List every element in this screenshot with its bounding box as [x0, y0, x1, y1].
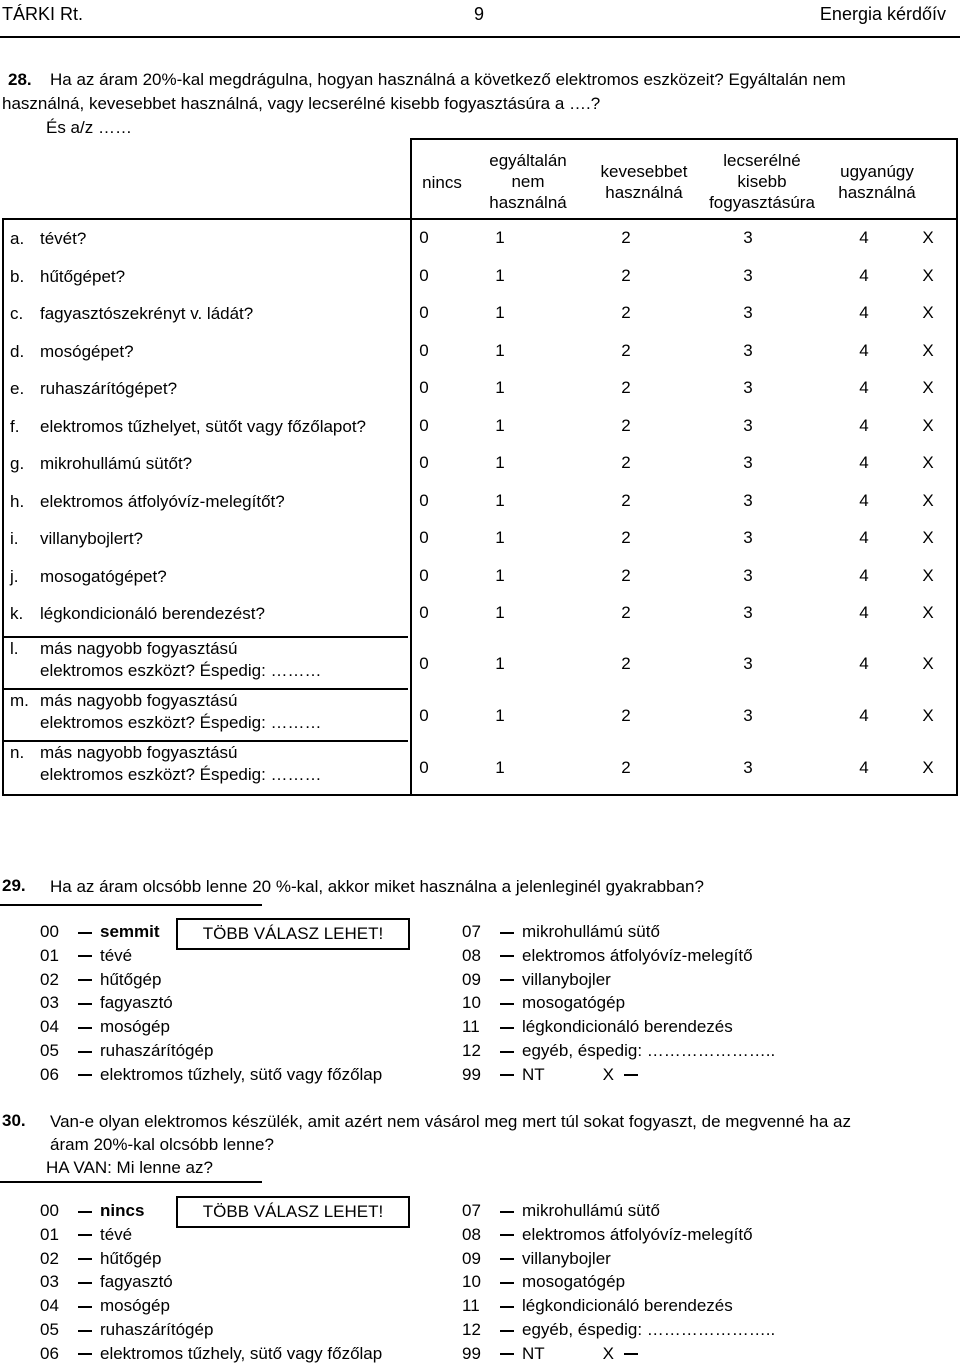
- option-label: elektromos tűzhely, sütő vagy főzőlap: [100, 1064, 383, 1084]
- answer-code-1[interactable]: 1: [495, 603, 505, 622]
- option-extra: X: [602, 1064, 615, 1084]
- col-header-nincs: [416, 172, 468, 193]
- row-text: fagyasztószekrényt v. ládát?: [40, 304, 254, 323]
- q29-option-99[interactable]: [462, 1063, 646, 1087]
- option-label: egyéb, éspedig: …………………..: [522, 1320, 776, 1339]
- option-code: 09: [462, 969, 481, 989]
- option-dash: [78, 1258, 92, 1260]
- option-label: mosogatógép: [522, 993, 626, 1013]
- q29-multiple-answer-box: TÖBB VÁLASZ LEHET!: [176, 918, 410, 950]
- row-text: más nagyobb fogyasztású: [40, 743, 238, 762]
- answer-code-0[interactable]: 0: [419, 303, 429, 322]
- answer-code-x[interactable]: X: [922, 378, 934, 397]
- answer-code-x[interactable]: X: [922, 303, 934, 322]
- option-label: hűtőgép: [100, 1248, 162, 1268]
- row-question-label: [10, 742, 322, 786]
- q30-option-08[interactable]: [462, 1223, 753, 1247]
- row-text: mosogatógépet?: [40, 566, 167, 586]
- row-question-label: [10, 638, 322, 682]
- answer-code-1[interactable]: 1: [495, 758, 505, 777]
- row-text-continued: elektromos eszközt? Éspedig: ………: [40, 765, 322, 784]
- option-dash: [500, 1282, 514, 1284]
- option-dash: [500, 1051, 514, 1053]
- col-header-egyaltalan: [470, 150, 586, 213]
- row-question-label: [10, 528, 143, 550]
- option-dash: [78, 1027, 92, 1029]
- option-dash: [78, 1353, 92, 1355]
- answer-code-1[interactable]: 1: [495, 340, 505, 360]
- table-row: [4, 491, 956, 529]
- option-dash: [78, 1330, 92, 1332]
- q29-option-12[interactable]: [462, 1039, 775, 1063]
- q30-option-01[interactable]: [40, 1223, 132, 1247]
- row-question-label: [10, 453, 192, 475]
- row-question-label: [10, 228, 86, 250]
- option-label: egyéb, éspedig: …………………..: [522, 1041, 776, 1060]
- answer-code-2[interactable]: 2: [621, 378, 631, 397]
- q28-text-line1: Ha az áram 20%-kal megdrágulna, hogyan használná a következő elektromos eszközeit? Egyáltalán nem: [50, 70, 846, 89]
- answer-code-x[interactable]: X: [922, 490, 934, 510]
- option-code: 00: [40, 1201, 59, 1220]
- option-code: 07: [462, 1201, 481, 1220]
- q29-option-10[interactable]: [462, 991, 625, 1015]
- option-label: villanybojler: [522, 1248, 611, 1268]
- answer-code-1[interactable]: 1: [495, 528, 505, 547]
- col-header-kevesebbet: [588, 161, 700, 203]
- option-dash: [500, 1330, 514, 1332]
- option-label: nincs: [100, 1201, 145, 1220]
- answer-code-2[interactable]: 2: [621, 706, 631, 725]
- q30-option-02[interactable]: [40, 1247, 161, 1271]
- option-code: 11: [462, 1017, 480, 1037]
- option-dash: [500, 1258, 514, 1260]
- option-label: fagyasztó: [100, 1272, 173, 1292]
- q29-underline: [0, 904, 262, 906]
- answer-code-4[interactable]: 4: [859, 303, 869, 322]
- option-code: 01: [40, 1224, 59, 1244]
- option-code: 02: [40, 1248, 59, 1268]
- q30-option-11[interactable]: [462, 1294, 733, 1318]
- row-text-continued: elektromos eszközt? Éspedig: ………: [40, 661, 322, 680]
- col-header-lecserelne: [700, 150, 824, 213]
- row-question-label: [10, 566, 167, 588]
- option-code: 03: [40, 1272, 59, 1292]
- answer-code-4[interactable]: 4: [859, 758, 869, 777]
- answer-code-3[interactable]: 3: [743, 303, 753, 322]
- col-header-line: használná: [489, 193, 567, 212]
- q29-option-06[interactable]: [40, 1063, 382, 1087]
- option-code: 08: [462, 1224, 481, 1244]
- option-label: tévé: [100, 945, 133, 965]
- header-company: TÁRKI Rt.: [2, 4, 84, 24]
- answer-code-0[interactable]: 0: [419, 528, 429, 547]
- row-question-label: [10, 266, 125, 288]
- answer-code-4[interactable]: 4: [859, 490, 869, 510]
- row-question-label: [10, 341, 134, 363]
- answer-code-0[interactable]: 0: [419, 654, 429, 673]
- option-dash: [500, 1353, 514, 1355]
- answer-code-0[interactable]: 0: [419, 603, 429, 622]
- row-letter: i.: [10, 529, 19, 548]
- option-code: 10: [462, 993, 481, 1013]
- option-dash: [78, 1282, 92, 1284]
- answer-code-0[interactable]: 0: [419, 265, 429, 285]
- col-header-line: nincs: [422, 173, 462, 192]
- answer-code-0[interactable]: 0: [419, 378, 429, 397]
- answer-code-3[interactable]: 3: [743, 415, 753, 435]
- answer-code-3[interactable]: 3: [743, 340, 753, 360]
- option-label: elektromos átfolyóvíz-melegítő: [522, 945, 753, 965]
- answer-code-0[interactable]: 0: [419, 453, 429, 472]
- option-label: ruhaszárítógép: [100, 1041, 214, 1060]
- option-label: légkondicionáló berendezés: [522, 1017, 733, 1037]
- option-dash: [78, 955, 92, 957]
- q30-option-09[interactable]: [462, 1247, 611, 1271]
- answer-code-3[interactable]: 3: [743, 706, 753, 725]
- answer-code-3[interactable]: 3: [743, 654, 753, 673]
- col-header-line: használná: [838, 183, 916, 202]
- answer-code-1[interactable]: 1: [495, 654, 505, 673]
- col-header-line: ugyanúgy: [840, 162, 914, 181]
- row-letter: f.: [10, 416, 20, 436]
- q29-option-07[interactable]: [462, 920, 660, 944]
- col-header-line: fogyasztásúra: [709, 193, 815, 212]
- row-text: hűtőgépet?: [40, 266, 126, 286]
- answer-code-0[interactable]: 0: [419, 340, 429, 360]
- option-dash: [78, 1211, 92, 1213]
- q29-option-01[interactable]: [40, 944, 132, 968]
- row-question-label: [10, 690, 322, 734]
- answer-code-4[interactable]: 4: [859, 378, 869, 397]
- option-code: 10: [462, 1272, 481, 1292]
- row-text: más nagyobb fogyasztású: [40, 639, 238, 658]
- option-label: NT: [522, 1064, 545, 1084]
- answer-code-2[interactable]: 2: [621, 453, 631, 472]
- answer-code-4[interactable]: 4: [859, 453, 869, 472]
- answer-code-0[interactable]: 0: [419, 415, 429, 435]
- answer-code-0[interactable]: 0: [419, 565, 429, 585]
- q30-number: 30.: [2, 1111, 26, 1130]
- answer-code-1[interactable]: 1: [495, 565, 505, 585]
- answer-code-x[interactable]: X: [922, 340, 934, 360]
- table-row: [4, 603, 956, 641]
- option-label: légkondicionáló berendezés: [522, 1296, 733, 1316]
- option-code: 02: [40, 969, 59, 989]
- col-header-line: lecserélné: [723, 151, 801, 170]
- option-dash: [78, 1306, 92, 1308]
- option-dash: [500, 1003, 514, 1005]
- row-question-label: [10, 303, 253, 325]
- q30-text-line1: Van-e olyan elektromos készülék, amit azért nem vásárol meg mert túl sokat fogyaszt, de megvenné ha az: [50, 1112, 851, 1131]
- q28-text-line2: használná, kevesebbet használná, vagy lecserélné kisebb fogyasztásúra a ….?: [2, 94, 601, 113]
- row-letter: c.: [10, 304, 24, 323]
- answer-code-3[interactable]: 3: [743, 453, 753, 472]
- q28-text-line3: És a/z ……: [46, 118, 132, 137]
- answer-code-3[interactable]: 3: [743, 528, 753, 547]
- option-code: 05: [40, 1320, 59, 1339]
- option-code: 99: [462, 1343, 481, 1363]
- option-dash: [500, 1211, 514, 1213]
- row-letter: m.: [10, 691, 29, 710]
- q30-option-99[interactable]: [462, 1342, 646, 1366]
- q30-option-05[interactable]: [40, 1318, 213, 1342]
- option-dash: [500, 1306, 514, 1308]
- row-text: elektromos átfolyóvíz-melegítőt?: [40, 491, 285, 511]
- option-dash: [78, 979, 92, 981]
- answer-code-0[interactable]: 0: [419, 758, 429, 777]
- col-header-line: nem: [511, 172, 545, 191]
- q30-option-03[interactable]: [40, 1270, 173, 1294]
- answer-code-4[interactable]: 4: [859, 565, 869, 585]
- option-label: fagyasztó: [100, 993, 173, 1013]
- option-label: hűtőgép: [100, 969, 162, 989]
- option-code: 05: [40, 1041, 59, 1060]
- q29-option-02[interactable]: [40, 968, 161, 992]
- header-survey-title: Energia kérdőív: [819, 4, 946, 24]
- option-label: NT: [522, 1343, 545, 1363]
- q28-response-table: [2, 138, 958, 796]
- col-header-line: használná: [605, 183, 683, 202]
- option-dash: [78, 1003, 92, 1005]
- option-dash: [500, 932, 514, 934]
- answer-code-4[interactable]: 4: [859, 603, 869, 622]
- option-code: 12: [462, 1320, 481, 1339]
- table-row: [4, 266, 956, 304]
- answer-code-1[interactable]: 1: [495, 265, 505, 285]
- row-letter: k.: [10, 604, 24, 623]
- option-code: 99: [462, 1064, 481, 1084]
- q29-option-05[interactable]: [40, 1039, 213, 1063]
- option-dash: [500, 1234, 514, 1236]
- row-letter: a.: [10, 229, 25, 248]
- row-text: mikrohullámú sütőt?: [40, 454, 193, 473]
- row-letter: d.: [10, 341, 25, 361]
- col-header-line: kisebb: [737, 172, 787, 191]
- row-question-label: [10, 378, 177, 400]
- row-letter: g.: [10, 454, 25, 473]
- answer-code-x[interactable]: X: [922, 706, 934, 725]
- answer-code-0[interactable]: 0: [419, 490, 429, 510]
- answer-code-2[interactable]: 2: [621, 603, 631, 622]
- answer-code-x[interactable]: X: [922, 758, 934, 777]
- answer-code-2[interactable]: 2: [621, 228, 631, 247]
- col-header-line: egyáltalán: [489, 151, 567, 170]
- answer-code-x[interactable]: X: [922, 265, 934, 285]
- answer-code-0[interactable]: 0: [419, 228, 429, 247]
- answer-code-3[interactable]: 3: [743, 378, 753, 397]
- q30-multiple-answer-box: TÖBB VÁLASZ LEHET!: [176, 1196, 410, 1228]
- table-row: [4, 640, 956, 692]
- q30-text-line3: HA VAN: Mi lenne az?: [46, 1158, 213, 1177]
- answer-code-2[interactable]: 2: [621, 528, 631, 547]
- answer-code-1[interactable]: 1: [495, 453, 505, 472]
- answer-code-x[interactable]: X: [922, 453, 934, 472]
- option-dash: [78, 1234, 92, 1236]
- q29-option-00[interactable]: [40, 920, 160, 944]
- answer-code-x[interactable]: X: [922, 528, 934, 547]
- option-label: mosógép: [100, 1296, 170, 1316]
- answer-code-x[interactable]: X: [922, 228, 934, 247]
- table-row: [4, 303, 956, 341]
- q29-number: 29.: [2, 876, 26, 895]
- q30-text-line2: áram 20%-kal olcsóbb lenne?: [50, 1135, 274, 1154]
- option-label: elektromos átfolyóvíz-melegítő: [522, 1224, 753, 1244]
- table-row: [4, 744, 956, 796]
- option-label: semmit: [100, 922, 160, 941]
- row-letter: l.: [10, 639, 19, 658]
- row-text: tévét?: [40, 229, 87, 248]
- q29-option-11[interactable]: [462, 1015, 733, 1039]
- q30-underline: [0, 1181, 262, 1183]
- row-text: más nagyobb fogyasztású: [40, 691, 238, 710]
- q29-text: Ha az áram olcsóbb lenne 20 %-kal, akkor miket használna a jelenleginél gyakrabban?: [50, 877, 704, 896]
- answer-code-2[interactable]: 2: [621, 654, 631, 673]
- table-row: [4, 416, 956, 454]
- option-code: 07: [462, 922, 481, 941]
- option-extra: X: [602, 1343, 615, 1363]
- col-header-ugyanugy: [824, 161, 930, 203]
- answer-code-2[interactable]: 2: [621, 490, 631, 510]
- row-question-label: [10, 491, 285, 513]
- q30-option-00[interactable]: [40, 1199, 144, 1223]
- header-page-number: 9: [474, 4, 485, 24]
- answer-code-x[interactable]: X: [922, 565, 934, 585]
- option-label: tévé: [100, 1224, 133, 1244]
- row-letter: h.: [10, 491, 25, 511]
- option-code: 00: [40, 922, 59, 941]
- table-blank-corner: [2, 138, 412, 218]
- row-letter: j.: [10, 566, 19, 586]
- answer-code-4[interactable]: 4: [859, 340, 869, 360]
- option-dash: [624, 1353, 638, 1355]
- option-label: mikrohullámú sütő: [522, 1201, 660, 1220]
- answer-code-3[interactable]: 3: [743, 603, 753, 622]
- table-row: [4, 692, 956, 744]
- q30-option-10[interactable]: [462, 1270, 625, 1294]
- option-label: mosógép: [100, 1017, 170, 1037]
- row-question-label: [10, 416, 366, 438]
- option-code: 01: [40, 945, 59, 965]
- table-row: [4, 341, 956, 379]
- row-text: mosógépet?: [40, 341, 134, 361]
- answer-code-x[interactable]: X: [922, 415, 934, 435]
- q29-option-09[interactable]: [462, 968, 611, 992]
- option-label: mikrohullámú sütő: [522, 922, 660, 941]
- option-code: 04: [40, 1017, 59, 1037]
- table-row: [4, 528, 956, 566]
- option-label: ruhaszárítógép: [100, 1320, 214, 1339]
- option-dash: [500, 1074, 514, 1076]
- option-dash: [500, 955, 514, 957]
- option-label: elektromos tűzhely, sütő vagy főzőlap: [100, 1343, 383, 1363]
- option-dash: [78, 932, 92, 934]
- answer-code-2[interactable]: 2: [621, 565, 631, 585]
- answer-code-2[interactable]: 2: [621, 758, 631, 777]
- option-dash: [78, 1051, 92, 1053]
- answer-code-2[interactable]: 2: [621, 415, 631, 435]
- answer-code-4[interactable]: 4: [859, 265, 869, 285]
- option-code: 12: [462, 1041, 481, 1060]
- answer-code-1[interactable]: 1: [495, 706, 505, 725]
- col-header-line: kevesebbet: [600, 162, 688, 181]
- row-letter: e.: [10, 379, 25, 398]
- option-code: 11: [462, 1296, 480, 1316]
- answer-code-1[interactable]: 1: [495, 378, 505, 397]
- answer-code-x[interactable]: X: [922, 603, 934, 622]
- answer-code-2[interactable]: 2: [621, 303, 631, 322]
- table-row: [4, 228, 956, 266]
- option-dash: [500, 979, 514, 981]
- q29-option-08[interactable]: [462, 944, 753, 968]
- q30-option-12[interactable]: [462, 1318, 775, 1342]
- row-letter: b.: [10, 266, 25, 286]
- q30-option-06[interactable]: [40, 1342, 382, 1366]
- answer-code-1[interactable]: 1: [495, 490, 505, 510]
- answer-code-3[interactable]: 3: [743, 565, 753, 585]
- q29-option-03[interactable]: [40, 991, 173, 1015]
- option-label: mosogatógép: [522, 1272, 626, 1292]
- row-letter: n.: [10, 743, 25, 762]
- answer-code-1[interactable]: 1: [495, 415, 505, 435]
- option-dash: [78, 1074, 92, 1076]
- option-code: 04: [40, 1296, 59, 1316]
- option-code: 08: [462, 945, 481, 965]
- answer-code-3[interactable]: 3: [743, 265, 753, 285]
- option-code: 06: [40, 1343, 59, 1363]
- answer-code-3[interactable]: 3: [743, 758, 753, 777]
- answer-code-0[interactable]: 0: [419, 706, 429, 725]
- row-text-continued: elektromos eszközt? Éspedig: ………: [40, 713, 322, 732]
- table-header-divider: [4, 218, 956, 220]
- answer-code-3[interactable]: 3: [743, 490, 753, 510]
- answer-code-4[interactable]: 4: [859, 415, 869, 435]
- header-rule: [0, 36, 960, 38]
- answer-code-4[interactable]: 4: [859, 528, 869, 547]
- option-code: 09: [462, 1248, 481, 1268]
- answer-code-1[interactable]: 1: [495, 303, 505, 322]
- option-dash: [500, 1027, 514, 1029]
- answer-code-x[interactable]: X: [922, 654, 934, 673]
- q30-option-04[interactable]: [40, 1294, 170, 1318]
- option-dash: [624, 1074, 638, 1076]
- row-text: ruhaszárítógépet?: [40, 379, 178, 398]
- answer-code-2[interactable]: 2: [621, 340, 631, 360]
- row-question-label: [10, 603, 265, 625]
- table-row: [4, 566, 956, 604]
- option-code: 03: [40, 993, 59, 1013]
- q29-option-04[interactable]: [40, 1015, 170, 1039]
- answer-code-4[interactable]: 4: [859, 654, 869, 673]
- table-row: [4, 378, 956, 416]
- option-code: 06: [40, 1064, 59, 1084]
- table-row: [4, 453, 956, 491]
- option-label: villanybojler: [522, 969, 611, 989]
- row-text: villanybojlert?: [40, 529, 143, 548]
- answer-code-4[interactable]: 4: [859, 706, 869, 725]
- q30-option-07[interactable]: [462, 1199, 660, 1223]
- answer-code-3[interactable]: 3: [743, 228, 753, 247]
- row-text: légkondicionáló berendezést?: [40, 604, 265, 623]
- answer-code-1[interactable]: 1: [495, 228, 505, 247]
- row-text: elektromos tűzhelyet, sütőt vagy főzőlapot?: [40, 416, 367, 436]
- q28-number: 28.: [8, 70, 32, 89]
- answer-code-2[interactable]: 2: [621, 265, 631, 285]
- answer-code-4[interactable]: 4: [859, 228, 869, 247]
